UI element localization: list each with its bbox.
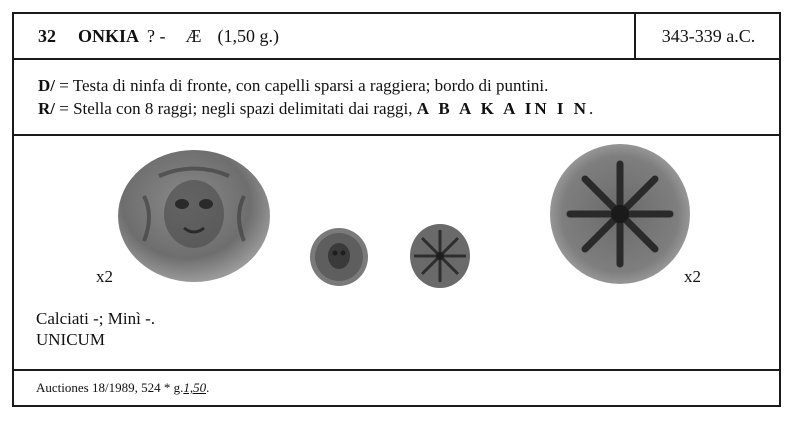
metal: Æ — [185, 25, 202, 46]
reverse-line — [38, 97, 779, 120]
reverse-end: . — [589, 99, 594, 118]
reverse-label: R/ — [38, 99, 55, 118]
notes-rarity: UNICUM — [36, 330, 105, 349]
catalog-header — [14, 14, 779, 60]
obverse-text: = Testa di ninfa di fronte, con capelli sparsi a raggiera; bordo di puntini. — [55, 76, 549, 95]
reverse-text: = Stella con 8 raggi; negli spazi delimitati dai raggi, — [55, 99, 417, 118]
header-main — [14, 14, 636, 58]
reference-end: . — [206, 380, 210, 395]
notes-references: Calciati -; Minì -. — [36, 309, 155, 328]
uncertain-mark: ? - — [147, 25, 166, 46]
coin-catalog-card — [12, 12, 781, 407]
notes — [36, 308, 155, 350]
date: 343-339 a.C. — [661, 25, 756, 46]
obverse-label: D/ — [38, 76, 55, 95]
weight: (1,50 g.) — [217, 25, 280, 46]
reverse-actual-image — [408, 222, 472, 290]
coin-images — [14, 136, 779, 371]
catalog-number: 32 — [38, 25, 56, 46]
reverse-enlarged-image — [548, 142, 692, 286]
reverse-legend: A B A K A IN I N — [416, 99, 590, 118]
reference — [14, 371, 779, 405]
reference-text: Auctiones 18/1989, 524 * g. — [36, 380, 184, 395]
obverse-actual-image — [308, 226, 370, 288]
obverse-enlarged-image — [114, 146, 274, 286]
left-scale-label: x2 — [96, 267, 113, 286]
right-scale-label: x2 — [684, 267, 701, 286]
reference-weight: 1,50 — [183, 380, 207, 395]
obverse-line — [38, 74, 779, 97]
denomination: ONKIA — [78, 25, 140, 46]
description — [14, 60, 779, 136]
